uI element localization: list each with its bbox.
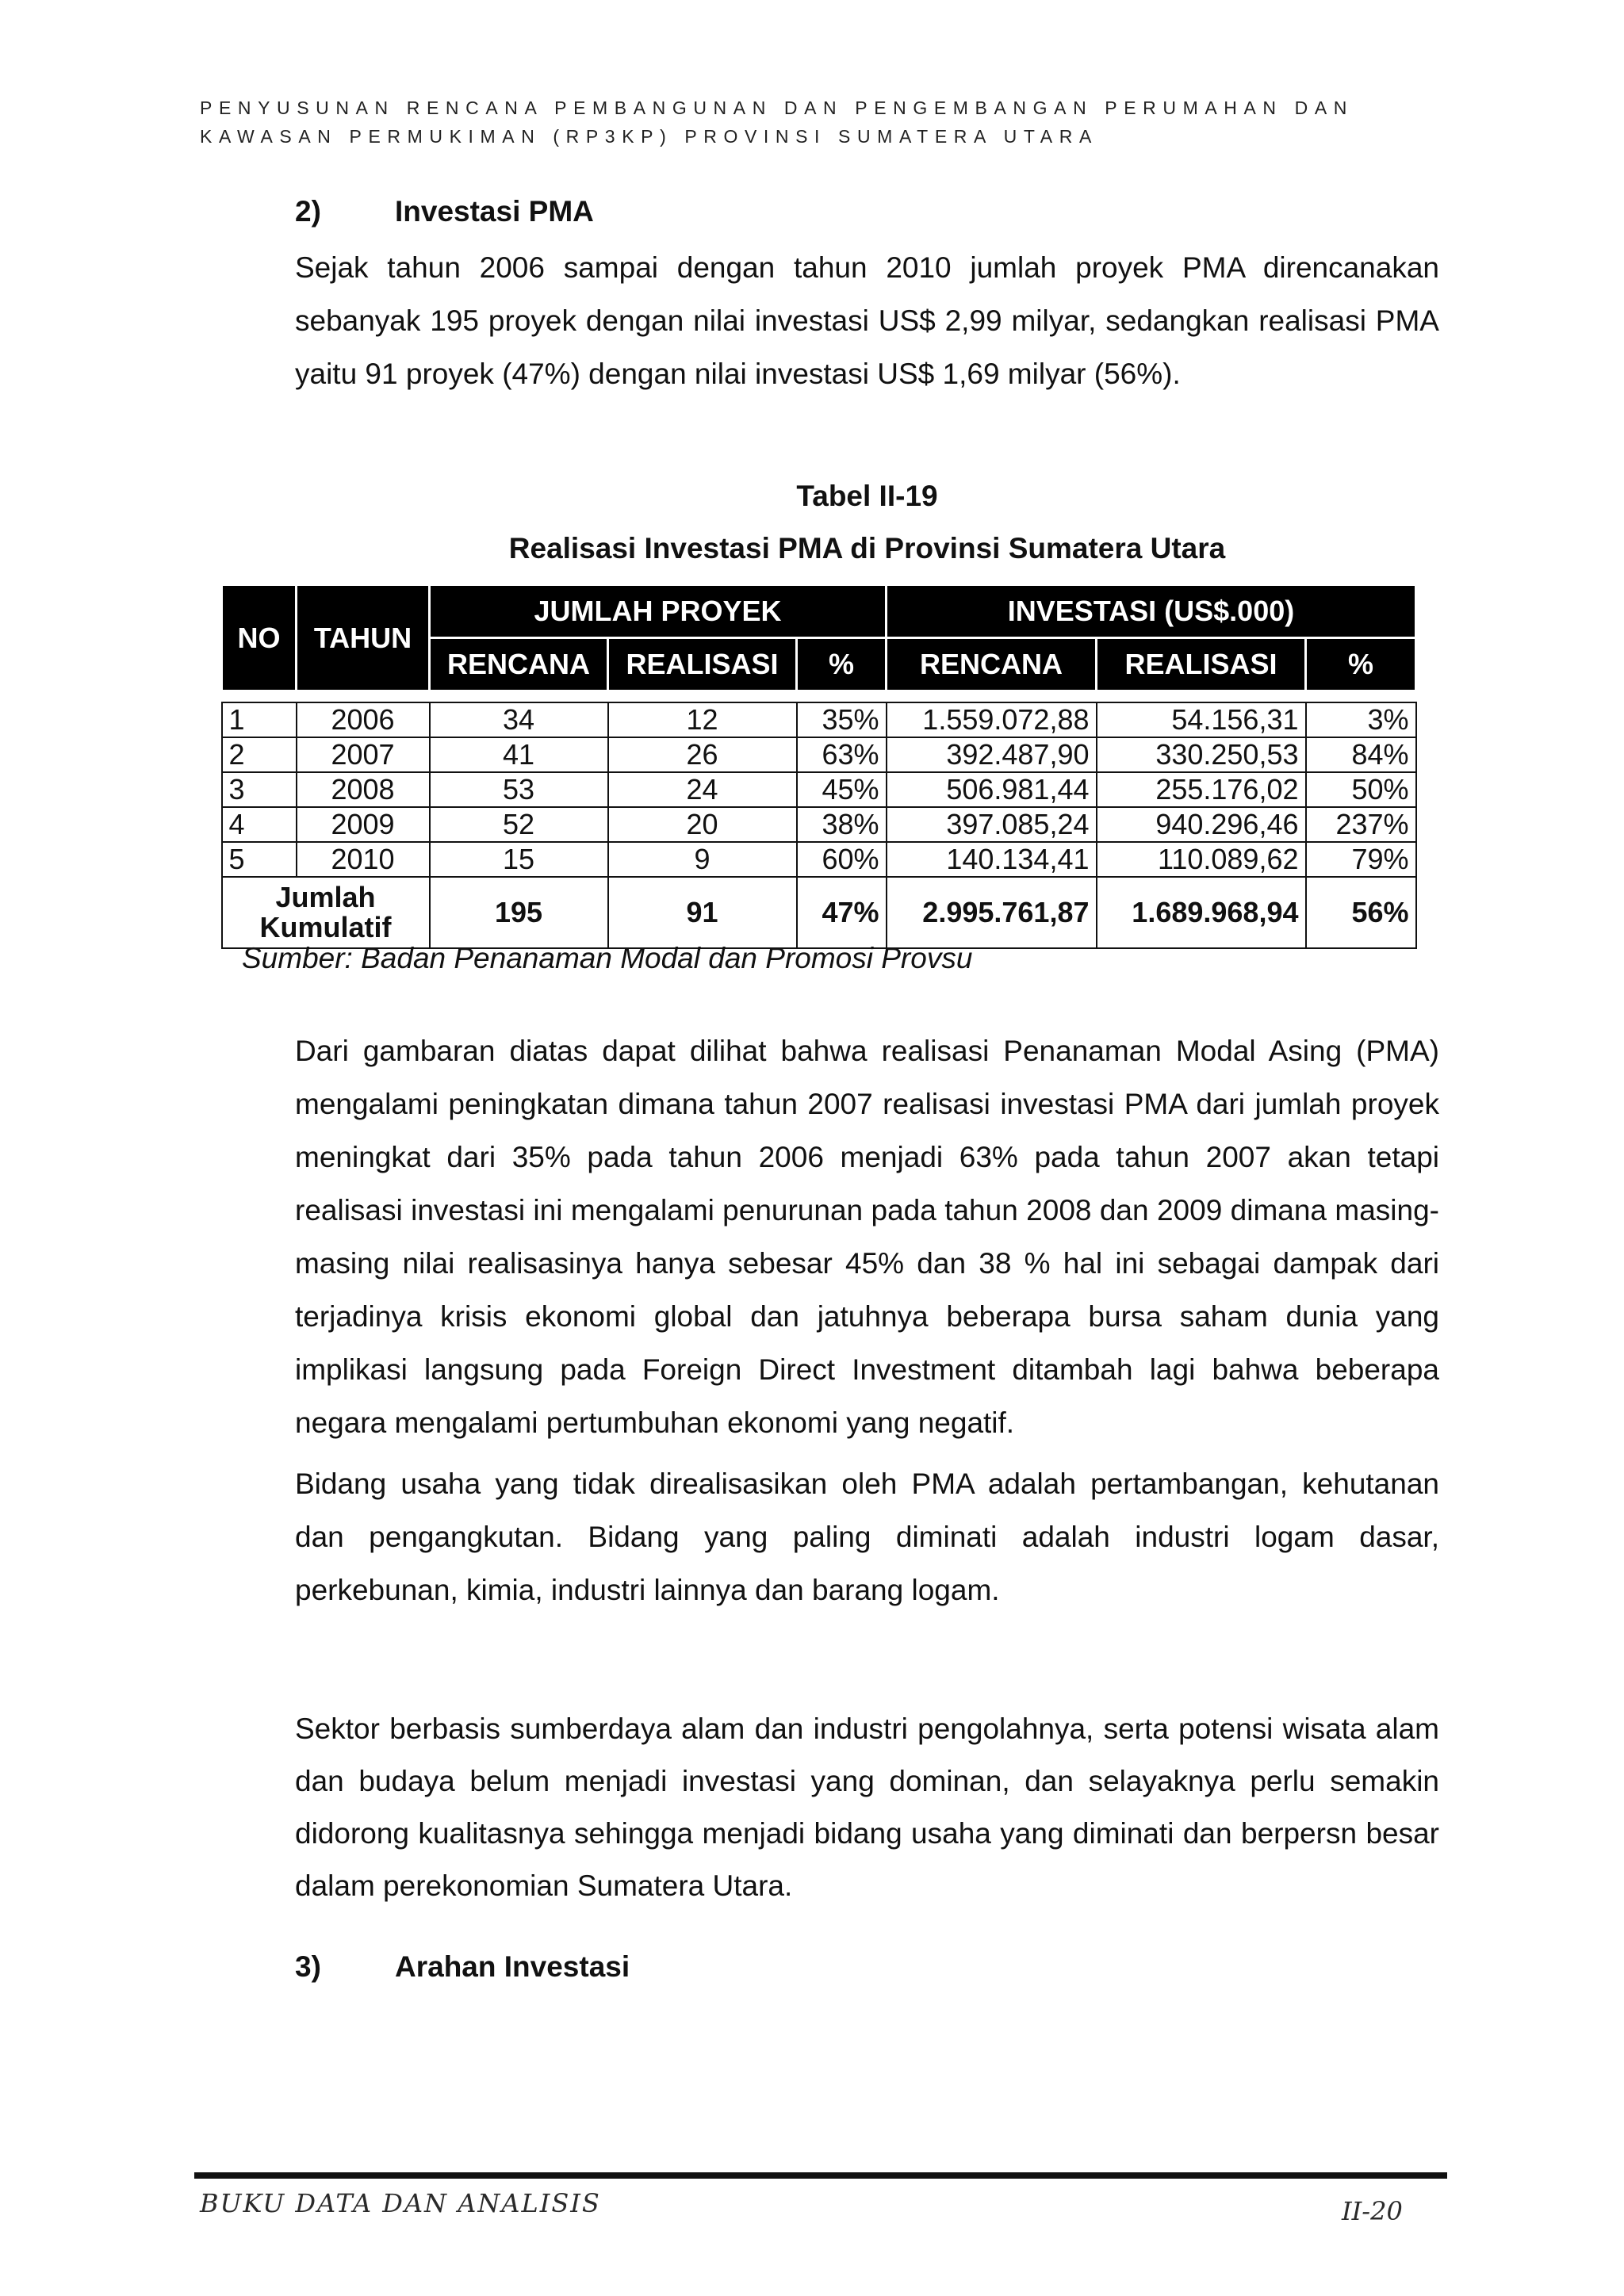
section-2-intro: Sejak tahun 2006 sampai dengan tahun 2010 jumlah proyek PMA direncanakan sebanyak 195 proyek dengan nilai investasi US$ 2,99 milyar, sedangkan realisasi PMA yaitu 91 proyek (47%) dengan nilai investasi US$ 1,69 milyar (56%). (295, 251, 1439, 390)
table-title: Realisasi Investasi PMA di Provinsi Sumatera Utara (508, 532, 1226, 564)
running-header-line-2: KAWASAN PERMUKIMAN (RP3KP) PROVINSI SUMATERA UTARA (200, 126, 1098, 147)
cell-proyek-realisasi: 9 (608, 842, 797, 877)
section-2-number: 2) (295, 195, 321, 228)
cell-inv-pct: 84% (1306, 737, 1416, 772)
total-label-line-2: Kumulatif (259, 911, 392, 943)
col-header-jumlah-proyek: JUMLAH PROYEK (430, 585, 887, 638)
col-header-inv-pct: % (1306, 638, 1416, 691)
cell-inv-realisasi: 54.156,31 (1097, 702, 1306, 737)
cell-total-proyek-pct: 47% (797, 877, 887, 948)
cell-inv-realisasi: 940.296,46 (1097, 807, 1306, 842)
cell-tahun: 2009 (297, 807, 430, 842)
cell-inv-pct: 50% (1306, 772, 1416, 807)
page-number: II-20 (1342, 2196, 1403, 2226)
cell-inv-rencana: 392.487,90 (887, 737, 1097, 772)
cell-proyek-rencana: 52 (430, 807, 608, 842)
body-paragraph-2: Bidang usaha yang tidak direalisasikan oleh PMA adalah pertambangan, kehutanan dan pengangkutan. Bidang yang paling diminati adalah industri logam dasar, perkebunan, kimia, industri lainnya dan barang logam. (295, 1468, 1439, 1606)
cell-no: 3 (222, 772, 297, 807)
cell-total-proyek-rencana: 195 (430, 877, 608, 948)
cell-total-inv-pct: 56% (1306, 877, 1416, 948)
cell-inv-rencana: 506.981,44 (887, 772, 1097, 807)
cell-total-inv-rencana: 2.995.761,87 (887, 877, 1097, 948)
cell-proyek-pct: 60% (797, 842, 887, 877)
body-paragraph-1: Dari gambaran diatas dapat dilihat bahwa realisasi Penanaman Modal Asing (PMA) mengalami peningkatan dimana tahun 2007 realisasi investasi PMA dari jumlah proyek meningkat dari 35% pada tahun 2006 menjadi 63% pada tahun 2007 akan tetapi realisasi investasi ini mengalami penurunan pada tahun 2008 dan 2009 dimana masing-masing nilai realisasinya hanya sebesar 45% dan 38 % hal ini sebagai dampak dari terjadinya krisis ekonomi global dan jatuhnya beberapa bursa saham dunia yang implikasi langsung pada Foreign Direct Investment ditambah lagi bahwa beberapa negara mengalami pertumbuhan ekonomi yang negatif. (295, 1035, 1439, 1439)
col-header-proyek-realisasi: REALISASI (608, 638, 797, 691)
cell-inv-rencana: 140.134,41 (887, 842, 1097, 877)
col-header-inv-realisasi: REALISASI (1097, 638, 1306, 691)
cell-tahun: 2007 (297, 737, 430, 772)
col-header-investasi: INVESTASI (US$.000) (887, 585, 1416, 638)
body-paragraph-3: Sektor berbasis sumberdaya alam dan industri pengolahnya, serta potensi wisata alam dan budaya belum menjadi investasi yang dominan, dan selayaknya perlu semakin didorong kualitasnya sehingga menjadi bidang usaha yang diminati dan berpersn besar dalam perekonomian Sumatera Utara. (295, 1712, 1439, 1902)
table-row (222, 702, 1416, 737)
col-header-inv-rencana: RENCANA (887, 638, 1097, 691)
cell-proyek-rencana: 34 (430, 702, 608, 737)
col-header-proyek-rencana: RENCANA (430, 638, 608, 691)
section-3-heading (295, 1950, 630, 1984)
cell-inv-pct: 237% (1306, 807, 1416, 842)
cell-proyek-rencana: 15 (430, 842, 608, 877)
table-row (222, 807, 1416, 842)
cell-inv-pct: 79% (1306, 842, 1416, 877)
cell-proyek-realisasi: 26 (608, 737, 797, 772)
cell-proyek-pct: 35% (797, 702, 887, 737)
section-2-heading (295, 195, 594, 228)
cell-no: 2 (222, 737, 297, 772)
running-header (200, 94, 1437, 151)
cell-inv-pct: 3% (1306, 702, 1416, 737)
cell-total-label (222, 877, 430, 948)
col-header-proyek-pct: % (797, 638, 887, 691)
table-row (222, 842, 1416, 877)
col-header-tahun: TAHUN (297, 585, 430, 691)
cell-proyek-pct: 38% (797, 807, 887, 842)
table-total-row (222, 877, 1416, 948)
table-row (222, 772, 1416, 807)
cell-total-inv-realisasi: 1.689.968,94 (1097, 877, 1306, 948)
cell-tahun: 2006 (297, 702, 430, 737)
cell-proyek-realisasi: 24 (608, 772, 797, 807)
cell-proyek-rencana: 41 (430, 737, 608, 772)
section-3-number: 3) (295, 1950, 321, 1983)
footer-title: BUKU DATA DAN ANALISIS (200, 2188, 601, 2218)
total-label-line-1: Jumlah (275, 881, 376, 913)
cell-total-proyek-realisasi: 91 (608, 877, 797, 948)
cell-no: 5 (222, 842, 297, 877)
cell-no: 4 (222, 807, 297, 842)
cell-inv-realisasi: 255.176,02 (1097, 772, 1306, 807)
cell-inv-rencana: 397.085,24 (887, 807, 1097, 842)
cell-inv-rencana: 1.559.072,88 (887, 702, 1097, 737)
cell-inv-realisasi: 330.250,53 (1097, 737, 1306, 772)
section-2-title: Investasi PMA (395, 195, 594, 228)
running-header-line-1: PENYUSUNAN RENCANA PEMBANGUNAN DAN PENGEMBANGAN PERUMAHAN DAN (200, 98, 1354, 118)
cell-proyek-pct: 63% (797, 737, 887, 772)
cell-tahun: 2010 (297, 842, 430, 877)
cell-inv-realisasi: 110.089,62 (1097, 842, 1306, 877)
cell-no: 1 (222, 702, 297, 737)
cell-proyek-rencana: 53 (430, 772, 608, 807)
investment-table (220, 584, 1417, 949)
table-source: Sumber: Badan Penanaman Modal dan Promosi Provsu (242, 942, 973, 974)
cell-tahun: 2008 (297, 772, 430, 807)
footer-rule (194, 2172, 1447, 2179)
cell-proyek-pct: 45% (797, 772, 887, 807)
table-label: Tabel II-19 (796, 480, 938, 512)
table-row (222, 737, 1416, 772)
col-header-no: NO (222, 585, 297, 691)
cell-proyek-realisasi: 20 (608, 807, 797, 842)
section-3-title: Arahan Investasi (395, 1950, 630, 1983)
cell-proyek-realisasi: 12 (608, 702, 797, 737)
